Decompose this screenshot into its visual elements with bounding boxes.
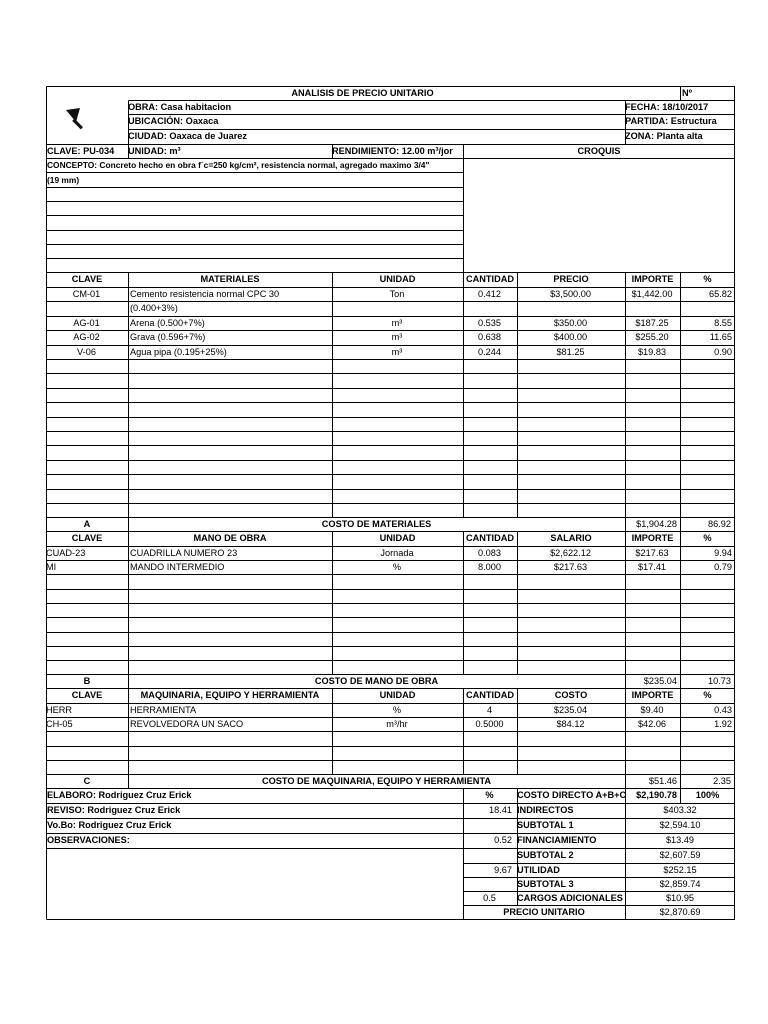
table-cell-importe: $17.41 [637,562,667,572]
table-cell-pct: 8.55 [714,318,732,328]
table-cell-cantidad: 0.244 [478,347,501,357]
table-cell-cantidad: 4 [486,705,493,715]
table-cell-clave: AG-02 [73,332,100,342]
materiales-header: UNIDAD [379,274,416,284]
table-cell-importe: $42.06 [637,719,667,729]
table-cell-cantidad: 0.535 [478,318,501,328]
table-cell-pct: 1.92 [714,719,732,729]
concepto-line-2: (19 mm) [47,175,80,185]
table-cell-desc: Grava (0.596+7%) [130,332,206,342]
cargos: $10.95 [665,893,695,903]
table-cell-importe: $9.40 [640,705,664,715]
table-cell-unidad: % [392,562,402,572]
mano-obra-total-letter: B [83,676,91,686]
partida: PARTIDA: Estructura [625,116,717,126]
table-cell-pct: 9.94 [714,548,732,558]
mano-obra-header: % [703,533,712,543]
table-cell-importe: $19.83 [637,347,667,357]
indirectos: $403.32 [663,805,697,815]
mano-obra-header: SALARIO [550,533,592,543]
clave: CLAVE: PU-034 [47,146,115,156]
maquinaria-header: MAQUINARIA, EQUIPO Y HERRAMIENTA [140,690,320,700]
table-cell-importe [627,301,677,315]
concepto-line-1: CONCEPTO: Concreto hecho en obra f´c=250 kg/cm², resistencia normal, agregado maximo 3/4" [47,160,430,170]
mano-obra-total-pct: 10.73 [708,676,731,686]
table-cell-precio: $217.63 [553,562,588,572]
table-cell-importe: $187.25 [635,318,669,328]
table-cell-desc: Arena (0.500+7%) [130,318,205,328]
table-cell-pct: 0.79 [714,562,732,572]
table-cell-precio [519,301,622,315]
table-cell-unidad: m³/hr [386,719,408,729]
mano-obra-header: IMPORTE [631,533,674,543]
trowel-icon [64,106,92,132]
mano-obra-header: MANO DE OBRA [193,533,267,543]
table-cell-unidad: m³ [391,332,403,342]
table-cell-importe: $255.20 [635,332,669,342]
table-cell-clave: CH-05 [46,719,73,729]
table-cell-cantidad: 8.000 [478,562,501,572]
materiales-header: CANTIDAD [466,274,514,284]
fecha: FECHA: 18/10/2017 [625,102,709,112]
mano-obra-header: UNIDAD [379,533,416,543]
maquinaria-total-label: COSTO DE MAQUINARIA, EQUIPO Y HERRAMIENTA [261,776,492,786]
mano-obra-total-label: COSTO DE MANO DE OBRA [314,676,439,686]
materiales-total-importe: $1,904.28 [636,519,677,529]
ciudad: CIUDAD: Oaxaca de Juarez [128,131,247,141]
table-cell-precio: $2,622.12 [550,548,591,558]
indirectos-pct: 18.41 [489,805,512,815]
materiales-total-pct: 86.92 [708,519,731,529]
subtotal3-label: SUBTOTAL 3 [517,879,574,889]
table-cell-unidad: % [392,705,402,715]
maquinaria-header: IMPORTE [631,690,674,700]
maquinaria-header: COSTO [554,690,588,700]
maquinaria-total-importe: $51.46 [648,776,677,786]
table-cell-pct: 65.82 [709,289,732,299]
table-cell-pct: 11.65 [709,332,732,342]
maquinaria-header: CLAVE [71,690,103,700]
table-cell-cantidad: 0.5000 [475,719,504,729]
obra: OBRA: Casa habitacion [128,102,232,112]
costo-directo-label: COSTO DIRECTO A+B+C [517,790,627,800]
materiales-header: IMPORTE [631,274,674,284]
table-cell-pct: 0.90 [714,347,732,357]
observaciones: OBSERVACIONES: [47,835,130,845]
utilidad-pct: 9.67 [494,865,512,875]
table-cell-clave: MI [46,562,57,572]
table-cell-unidad: m³ [391,347,403,357]
table-cell-clave: V-06 [77,347,96,357]
vobo: Vo.Bo: Rodriguez Cruz Erick [47,820,172,830]
subtotal2: $2,607.59 [659,850,701,860]
table-cell-clave: CM-01 [72,289,101,299]
costo-directo-pct: 100% [695,790,720,800]
table-cell-pct [682,301,732,315]
zona: ZONA: Planta alta [625,131,703,141]
materiales-header: CLAVE [71,274,103,284]
table-cell-precio: $84.12 [556,719,585,729]
materiales-header: PRECIO [553,274,589,284]
table-cell-precio: $81.25 [556,347,585,357]
subtotal1: $2,594.10 [659,820,701,830]
table-cell-precio: $350.00 [553,318,588,328]
mano-obra-header: CANTIDAD [466,533,514,543]
mano-obra-total-importe: $235.04 [643,676,677,686]
table-cell-unidad: Jornada [380,548,414,558]
table-cell-desc: Agua pipa (0.195+25%) [130,347,227,357]
cargos-label: CARGOS ADICIONALES [517,893,623,903]
table-cell-cantidad: 0.638 [478,332,501,342]
croquis-label: CROQUIS [577,146,621,156]
sheet-title: ANALISIS DE PRECIO UNITARIO [291,88,434,98]
maquinaria-total-pct: 2.35 [713,776,731,786]
financiamiento-pct: 0.52 [494,835,512,845]
maquinaria-total-letter: C [83,776,91,786]
table-cell-desc: CUADRILLA NUMERO 23 [130,548,238,558]
costo-directo: $2,190.78 [636,790,677,800]
utilidad: $252.15 [663,865,697,875]
table-cell-importe: $1,442.00 [631,289,673,299]
maquinaria-header: UNIDAD [379,690,416,700]
rendimiento: RENDIMIENTO: 12.00 m³/jor [332,146,453,156]
table-cell-importe: $217.63 [635,548,669,558]
materiales-total-label: COSTO DE MATERIALES [321,519,432,529]
table-cell-precio: $3,500.00 [550,289,591,299]
financiamiento-label: FINANCIAMIENTO [517,835,597,845]
mano-obra-header: CLAVE [71,533,103,543]
materiales-header: % [703,274,712,284]
maquinaria-header: % [703,690,712,700]
precio-unitario: $2,870.69 [659,907,701,917]
table-cell-precio: $235.04 [553,705,588,715]
table-cell-desc: (0.400+3%) [130,303,178,313]
table-cell-unidad [334,301,460,315]
financiamiento: $13.49 [665,835,695,845]
table-cell-unidad: Ton [389,289,405,299]
table-cell-clave [48,301,125,315]
table-cell-precio: $400.00 [553,332,588,342]
table-cell-desc: HERRAMIENTA [130,705,197,715]
price-analysis-sheet [46,86,735,920]
materiales-total-letter: A [83,519,91,529]
subtotal1-label: SUBTOTAL 1 [517,820,574,830]
table-cell-desc: MANDO INTERMEDIO [130,562,225,572]
table-cell-desc: REVOLVEDORA UN SACO [130,719,244,729]
resumen-pct-header: % [485,790,494,800]
table-cell-cantidad [465,301,514,315]
table-cell-clave: AG-01 [73,318,100,328]
table-cell-cantidad: 0.412 [478,289,501,299]
subtotal2-label: SUBTOTAL 2 [517,850,574,860]
maquinaria-header: CANTIDAD [466,690,514,700]
table-cell-clave: HERR [46,705,73,715]
subtotal3: $2,859.74 [659,879,701,889]
materiales-header: MATERIALES [200,274,260,284]
table-cell-desc: Cemento resistencia normal CPC 30 [130,289,280,299]
utilidad-label: UTILIDAD [517,865,560,875]
table-cell-cantidad: 0.083 [478,548,501,558]
reviso: REVISO: Rodriguez Cruz Erick [47,805,181,815]
table-cell-unidad: m³ [391,318,403,328]
ubicacion: UBICACIÓN: Oaxaca [128,116,219,126]
number-label: Nº [682,88,692,98]
table-cell-pct: 0.43 [714,705,732,715]
indirectos-label: INDIRECTOS [517,805,574,815]
cargos-pct: 0.5 [483,893,496,903]
table-cell-clave: CUAD-23 [46,548,86,558]
unidad: UNIDAD: m³ [128,146,181,156]
elaboro: ELABORO: Rodriguez Cruz Erick [47,790,192,800]
precio-unitario-label: PRECIO UNITARIO [503,907,585,917]
